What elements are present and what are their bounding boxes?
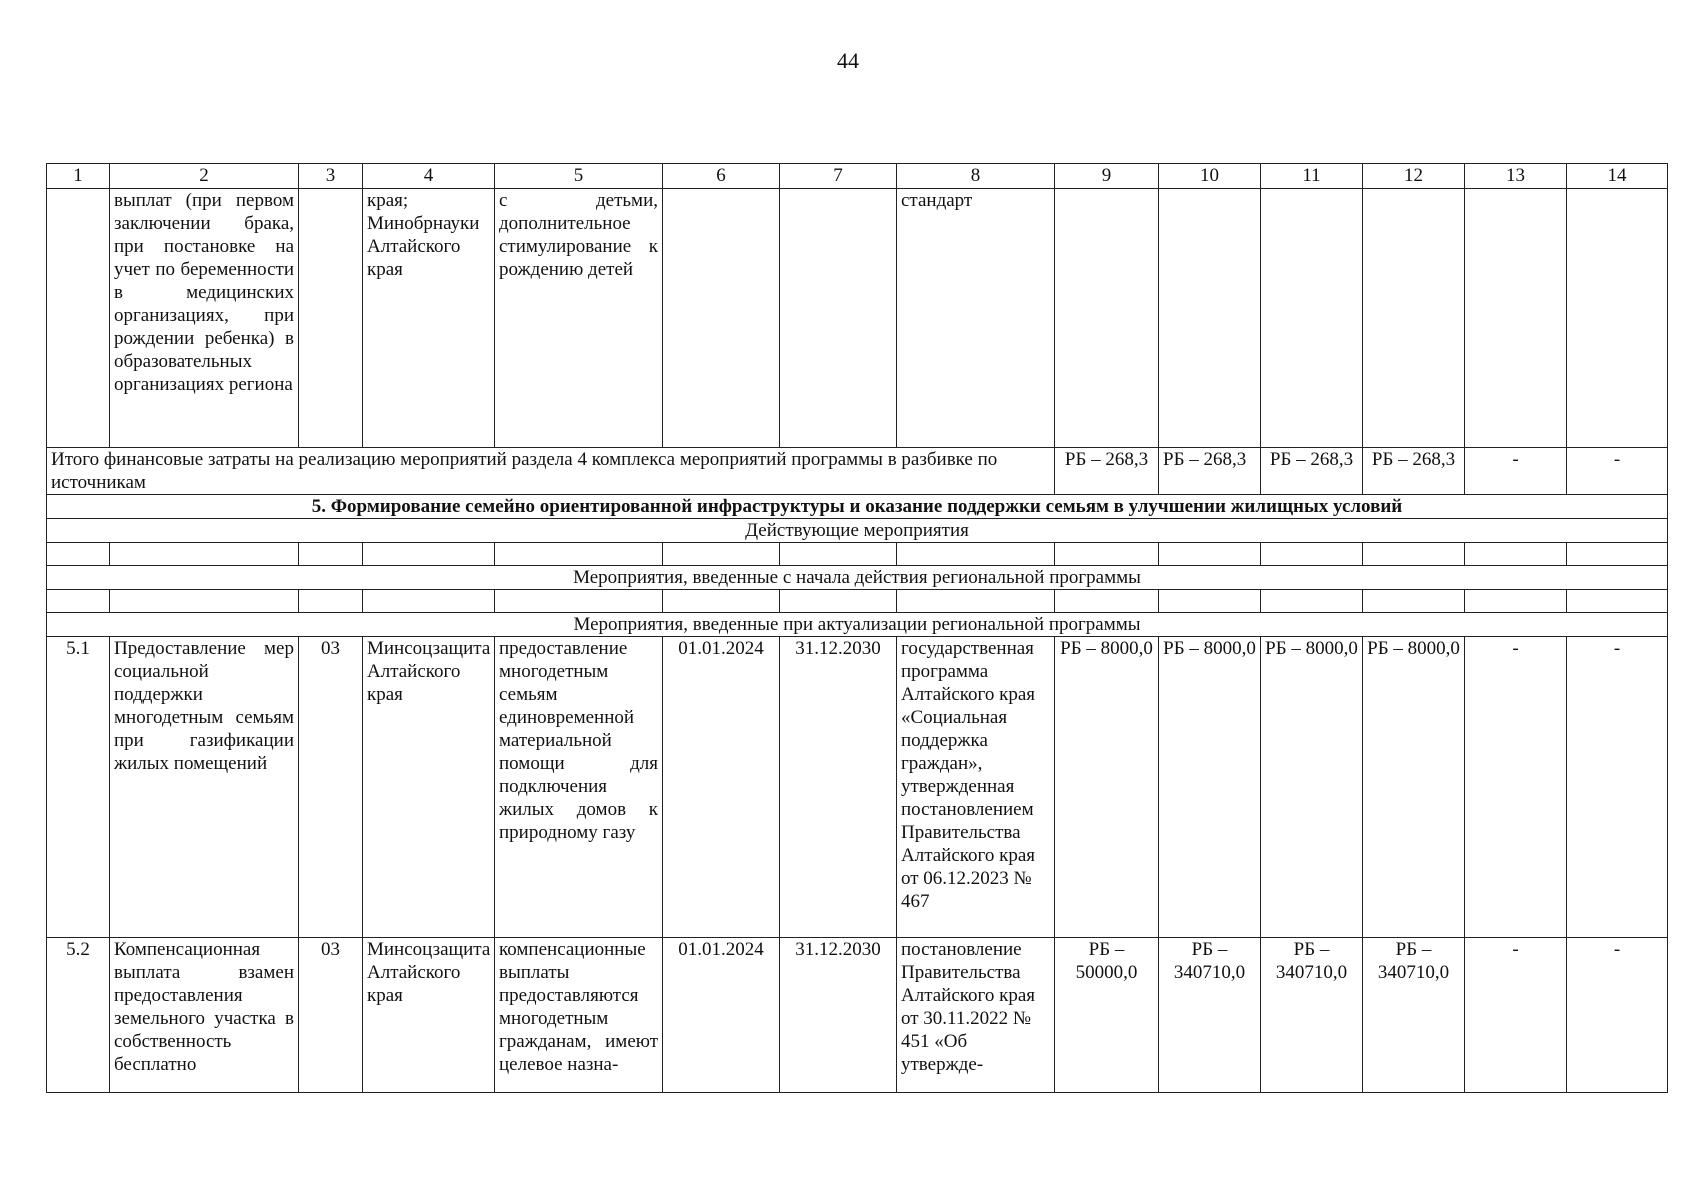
- column-header: 5: [495, 164, 663, 189]
- subheading-row: [47, 519, 1668, 543]
- column-header: 11: [1261, 164, 1363, 189]
- cell-code: [299, 189, 363, 448]
- cell-executor: Минсоцзащита Алтайского края: [363, 637, 495, 938]
- total-c9: РБ – 268,3: [1055, 448, 1159, 495]
- cell-start: 01.01.2024: [663, 938, 780, 1093]
- total-c10: РБ – 268,3: [1159, 448, 1261, 495]
- cell-end: 31.12.2030: [780, 637, 897, 938]
- cell-code: 03: [299, 637, 363, 938]
- column-header: 1: [47, 164, 110, 189]
- cell-num: [47, 189, 110, 448]
- column-header: 10: [1159, 164, 1261, 189]
- column-header: 4: [363, 164, 495, 189]
- page-number: 44: [837, 48, 859, 73]
- empty-row: [47, 590, 1668, 613]
- cell-start: 01.01.2024: [663, 637, 780, 938]
- cell-c10: РБ – 8000,0: [1159, 637, 1261, 938]
- total-c12: РБ – 268,3: [1363, 448, 1465, 495]
- subheading-existing: Действующие мероприятия: [47, 519, 1668, 543]
- cell-description: предоставление многодетным семьям единовременной материальной помощи для подключения жилых домов к природному газу: [495, 637, 663, 938]
- cell-basis: стандарт: [897, 189, 1055, 448]
- cell-basis: государственная программа Алтайского края «Социальная поддержка граждан», утвержденная постановлением Правительства Алтайского края от 06.12.2023 № 467: [897, 637, 1055, 938]
- column-header: 12: [1363, 164, 1465, 189]
- cell-start: [663, 189, 780, 448]
- cell-basis: постановление Правительства Алтайского края от 30.11.2022 № 451 «Об утвержде-: [897, 938, 1055, 1093]
- cell-c11: РБ – 8000,0: [1261, 637, 1363, 938]
- cell-c14: -: [1567, 637, 1668, 938]
- cell-description: с детьми, дополнительное стимулирование к рождению детей: [495, 189, 663, 448]
- cell-measure-name: Компенсационная выплата взамен предоставления земельного участка в собственность бесплатно: [110, 938, 299, 1093]
- column-header: 6: [663, 164, 780, 189]
- column-number-row: [47, 164, 1668, 189]
- total-c13: -: [1465, 448, 1567, 495]
- subheading-updated: Мероприятия, введенные при актуализации региональной программы: [47, 613, 1668, 637]
- section-title-row: [47, 495, 1668, 519]
- column-header: 7: [780, 164, 897, 189]
- cell-executor: края; Минобрнауки Алтайского края: [363, 189, 495, 448]
- empty-row: [47, 543, 1668, 566]
- cell-measure-name: выплат (при первом заключении брака, при постановке на учет по беременности в медицинских организациях, при рождении ребенка) в образовательных организациях региона: [110, 189, 299, 448]
- cell-num: 5.2: [47, 938, 110, 1093]
- cell-measure-name: Предоставление мер социальной поддержки многодетным семьям при газификации жилых помещений: [110, 637, 299, 938]
- cell-code: 03: [299, 938, 363, 1093]
- total-c11: РБ – 268,3: [1261, 448, 1363, 495]
- column-header: 8: [897, 164, 1055, 189]
- total-row: [47, 448, 1668, 495]
- cell-end: [780, 189, 897, 448]
- column-header: 14: [1567, 164, 1668, 189]
- cell-c9: РБ – 50000,0: [1055, 938, 1159, 1093]
- continuation-row: [47, 189, 1668, 448]
- column-header: 9: [1055, 164, 1159, 189]
- table-row: [47, 938, 1668, 1093]
- subheading-row: [47, 613, 1668, 637]
- cell-end: 31.12.2030: [780, 938, 897, 1093]
- cell-c11: РБ – 340710,0: [1261, 938, 1363, 1093]
- cell-c13: -: [1465, 637, 1567, 938]
- cell-c10: РБ – 340710,0: [1159, 938, 1261, 1093]
- cell-c12: РБ – 8000,0: [1363, 637, 1465, 938]
- subheading-since-start: Мероприятия, введенные с начала действия региональной программы: [47, 566, 1668, 590]
- cell-executor: Минсоцзащита Алтайского края: [363, 938, 495, 1093]
- total-label: Итого финансовые затраты на реализацию мероприятий раздела 4 комплекса мероприятий программы в разбивке по источникам: [47, 448, 1055, 495]
- column-header: 13: [1465, 164, 1567, 189]
- cell-c14: -: [1567, 938, 1668, 1093]
- column-header: 3: [299, 164, 363, 189]
- cell-c12: РБ – 340710,0: [1363, 938, 1465, 1093]
- cell-num: 5.1: [47, 637, 110, 938]
- section-title: 5. Формирование семейно ориентированной инфраструктуры и оказание поддержки семьям в улучшении жилищных условий: [47, 495, 1668, 519]
- subheading-row: [47, 566, 1668, 590]
- cell-c13: -: [1465, 938, 1567, 1093]
- table-row: [47, 637, 1668, 938]
- cell-description: компенсационные выплаты предоставляются многодетным гражданам, имеют целевое назна-: [495, 938, 663, 1093]
- column-header: 2: [110, 164, 299, 189]
- measures-table: [46, 163, 1668, 1093]
- cell-c9: РБ – 8000,0: [1055, 637, 1159, 938]
- total-c14: -: [1567, 448, 1668, 495]
